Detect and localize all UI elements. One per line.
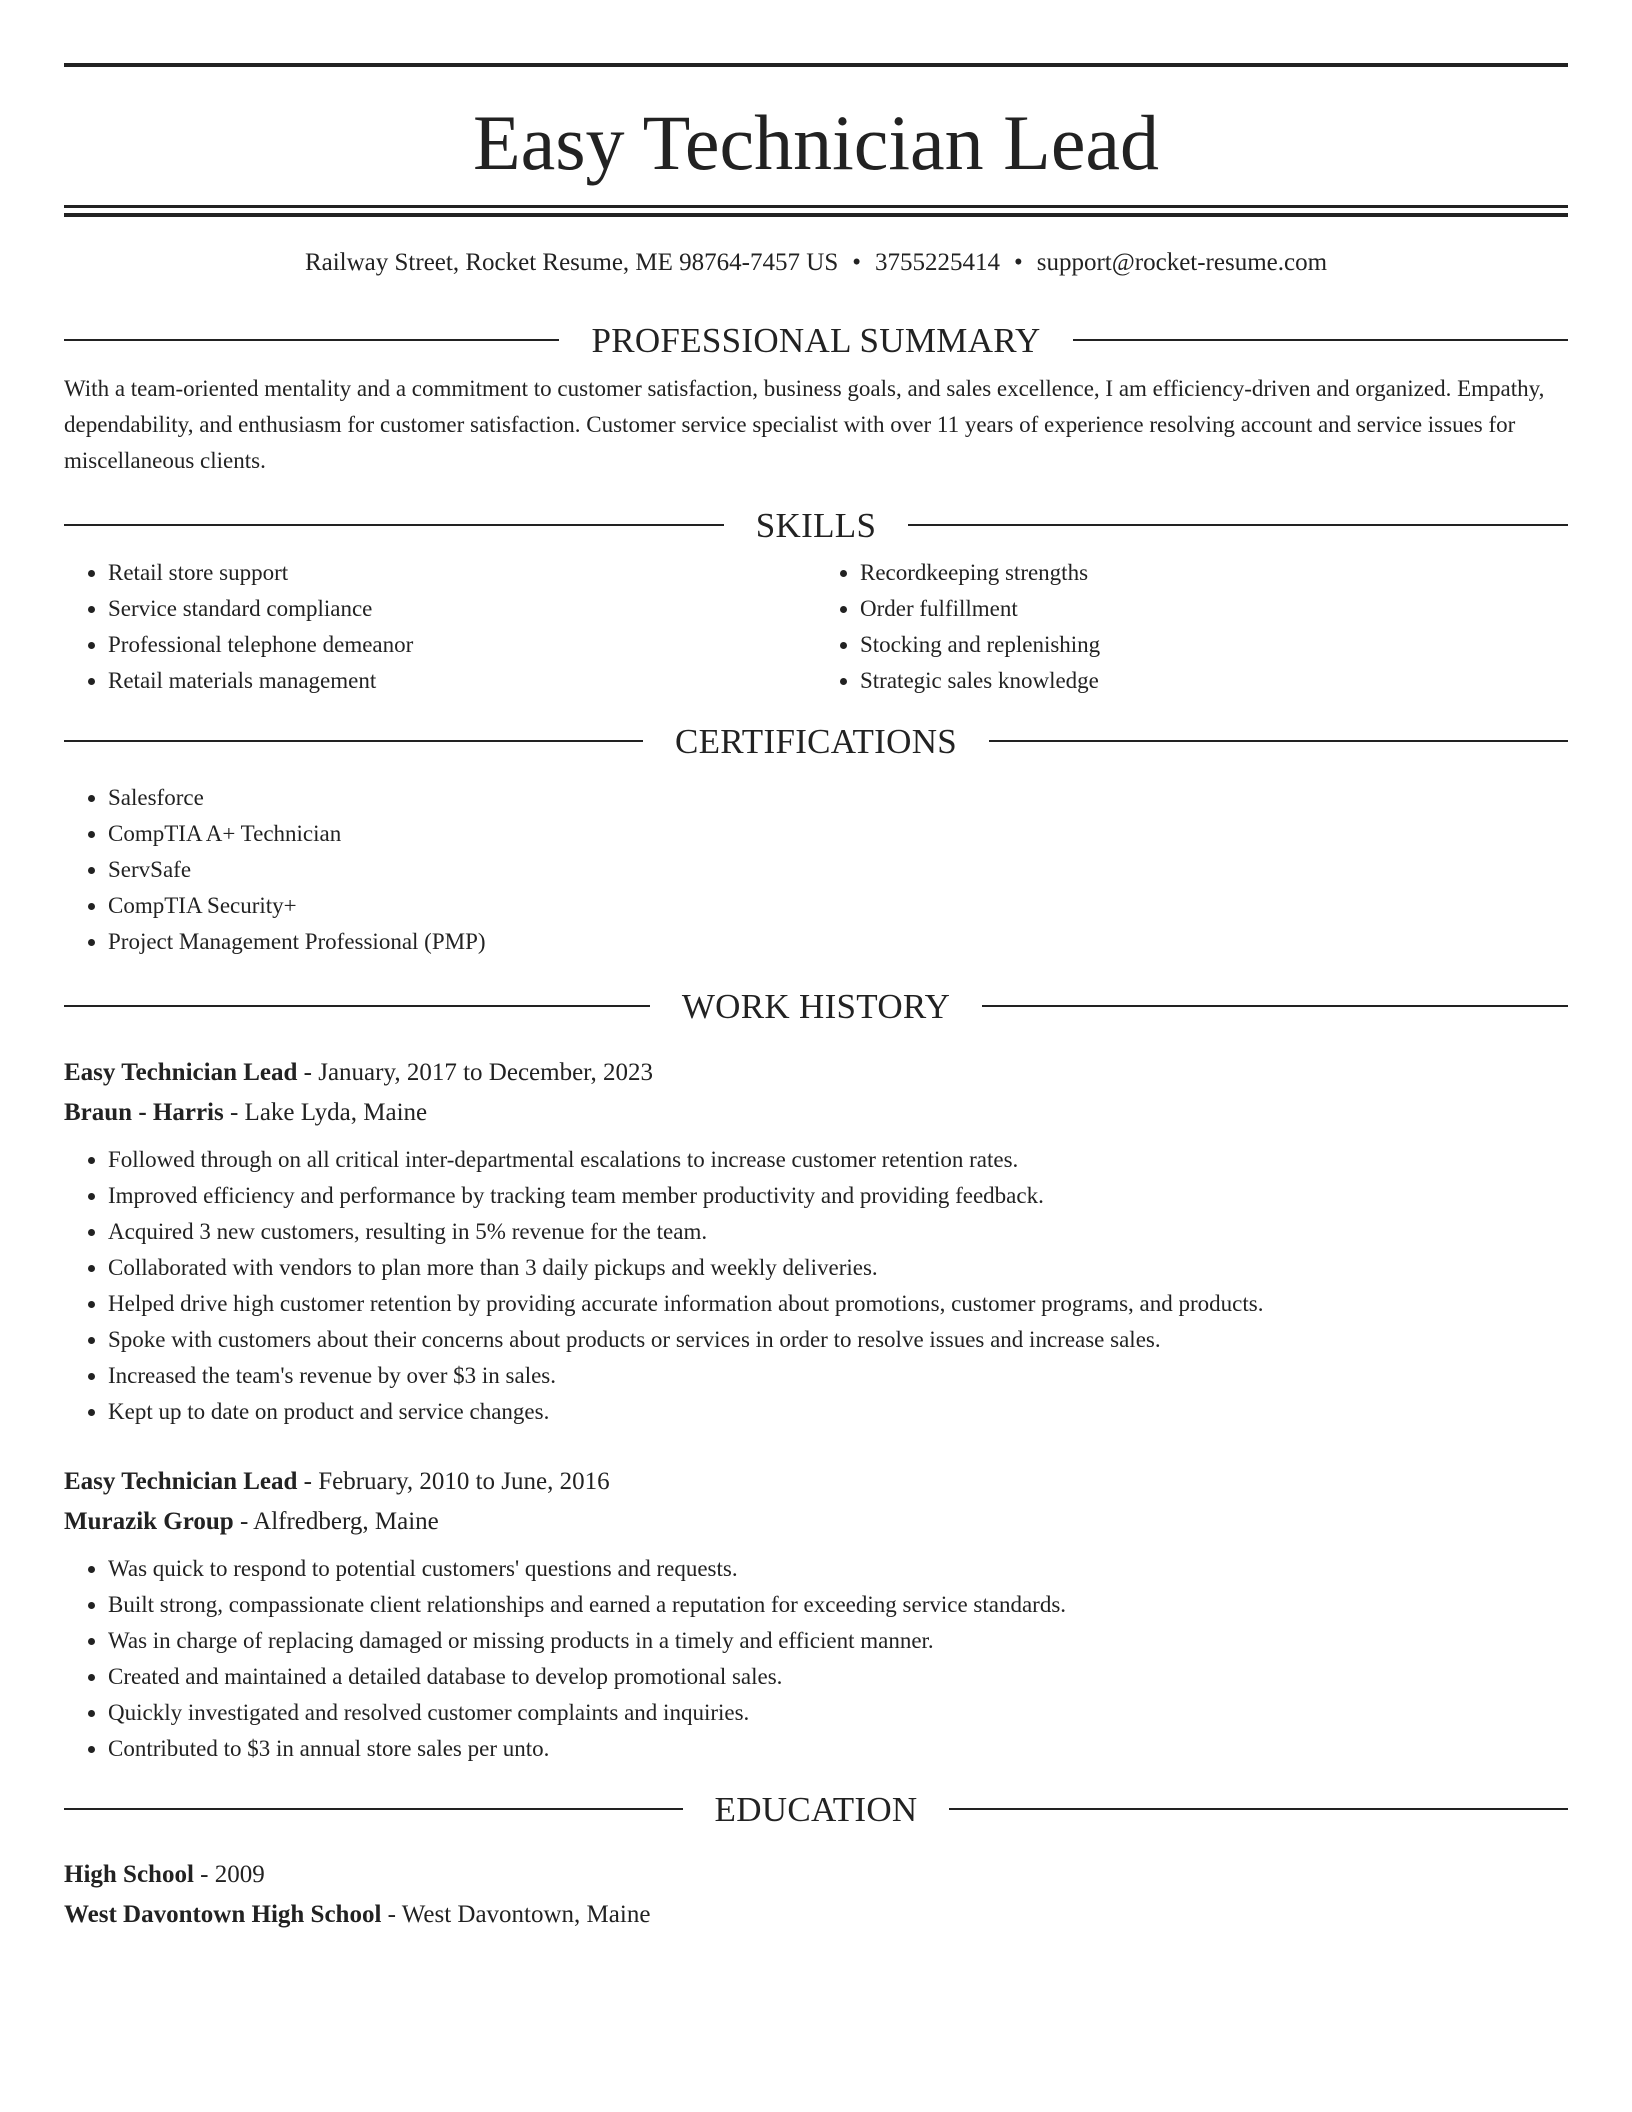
- job-location: - Lake Lyda, Maine: [223, 1099, 428, 1126]
- job-title: Easy Technician Lead: [64, 1468, 298, 1495]
- list-item: • Quickly investigated and resolved customer complaints and inquiries.: [108, 1695, 1568, 1731]
- list-item: • CompTIA A+ Technician: [108, 816, 1568, 852]
- contact-separator: •: [852, 249, 861, 276]
- list-item: • CompTIA Security+: [108, 888, 1568, 924]
- job-company-line: [64, 1093, 1568, 1133]
- education-school-line: [64, 1895, 1568, 1935]
- summary-heading: [64, 320, 1568, 360]
- list-item: • Salesforce: [108, 780, 1568, 816]
- contact-address: Railway Street, Rocket Resume, ME 98764-7457 US: [304, 249, 839, 276]
- heading-rule-right: [989, 740, 1568, 742]
- section-title: EDUCATION: [714, 1789, 918, 1829]
- education-degree: High School: [64, 1861, 194, 1888]
- list-item: • Improved efficiency and performance by tracking team member productivity and providing feedback.: [108, 1178, 1568, 1214]
- list-item: • Order fulfillment: [860, 591, 1568, 627]
- top-rule: [64, 63, 1568, 67]
- list-item: • Project Management Professional (PMP): [108, 924, 1568, 960]
- list-item: • Recordkeeping strengths: [860, 555, 1568, 591]
- list-item: • Service standard compliance: [108, 591, 816, 627]
- list-item: • Stocking and replenishing: [860, 627, 1568, 663]
- heading-rule-left: [64, 1808, 683, 1810]
- contact-line: [64, 250, 1568, 275]
- heading-rule-left: [64, 1005, 650, 1007]
- job-dates: - February, 2010 to June, 2016: [297, 1468, 610, 1495]
- job-title: Easy Technician Lead: [64, 1059, 298, 1086]
- double-rule: [64, 205, 1568, 217]
- heading-rule-left: [64, 339, 559, 341]
- job-title-line: [64, 1053, 1568, 1093]
- list-item: • Contributed to $3 in annual store sales per unto.: [108, 1731, 1568, 1767]
- job-title-line: [64, 1462, 1568, 1502]
- resume-page: [64, 0, 1568, 1935]
- job-company: Braun - Harris: [64, 1099, 224, 1126]
- skills-right-column: [816, 555, 1568, 699]
- list-item: • Created and maintained a detailed database to develop promotional sales.: [108, 1659, 1568, 1695]
- section-title: WORK HISTORY: [681, 986, 951, 1026]
- heading-rule-right: [908, 524, 1568, 526]
- list-item: • Was in charge of replacing damaged or missing products in a timely and efficient manner.: [108, 1623, 1568, 1659]
- list-item: • Built strong, compassionate client relationships and earned a reputation for exceeding service standards.: [108, 1587, 1568, 1623]
- list-item: • Acquired 3 new customers, resulting in 5% revenue for the team.: [108, 1214, 1568, 1250]
- heading-rule-right: [1073, 339, 1568, 341]
- list-item: • Was quick to respond to potential customers' questions and requests.: [108, 1551, 1568, 1587]
- certifications-heading: [64, 721, 1568, 761]
- heading-rule-right: [982, 1005, 1568, 1007]
- education-location: - West Davontown, Maine: [381, 1901, 651, 1928]
- list-item: • Helped drive high customer retention by providing accurate information about promotions, customer programs, and products.: [108, 1286, 1568, 1322]
- summary-text: With a team-oriented mentality and a commitment to customer satisfaction, business goals, and sales excellence, I am efficiency-driven and organized. Empathy, dependability, and enthusiasm for customer satisfaction. Customer service specialist with over 11 years of experience resolving account and service issues for miscellaneous clients.: [64, 376, 1545, 473]
- contact-separator: •: [1013, 249, 1023, 276]
- list-item: • Collaborated with vendors to plan more than 3 daily pickups and weekly deliveries.: [108, 1250, 1568, 1286]
- list-item: • ServSafe: [108, 852, 1568, 888]
- list-item: • Increased the team's revenue by over $3 in sales.: [108, 1358, 1568, 1394]
- job-location: - Alfredberg, Maine: [233, 1508, 439, 1535]
- heading-rule-left: [64, 524, 724, 526]
- job-company-line: [64, 1502, 1568, 1542]
- section-title: CERTIFICATIONS: [674, 721, 958, 761]
- job-entry: [64, 1462, 1568, 1767]
- heading-rule-left: [64, 740, 643, 742]
- list-item: • Retail store support: [108, 555, 816, 591]
- heading-rule-right: [949, 1808, 1568, 1810]
- list-item: • Retail materials management: [108, 663, 816, 699]
- skills-left-column: [64, 555, 816, 699]
- job-bullets: [64, 1142, 1568, 1430]
- list-item: • Professional telephone demeanor: [108, 627, 816, 663]
- list-item: • Strategic sales knowledge: [860, 663, 1568, 699]
- list-item: • Spoke with customers about their concerns about products or services in order to resolve issues and increase sales.: [108, 1322, 1568, 1358]
- contact-email: support@rocket-resume.com: [1036, 249, 1328, 276]
- candidate-name: Easy Technician Lead: [472, 99, 1160, 186]
- education-degree-line: [64, 1855, 1568, 1895]
- list-item: • Followed through on all critical inter-departmental escalations to increase customer retention rates.: [108, 1142, 1568, 1178]
- education-school: West Davontown High School: [64, 1901, 382, 1928]
- skills-list: [64, 555, 1568, 699]
- section-title: PROFESSIONAL SUMMARY: [591, 320, 1041, 360]
- education-heading: [64, 1789, 1568, 1829]
- job-entry: [64, 1053, 1568, 1430]
- job-company: Murazik Group: [64, 1508, 234, 1535]
- section-title: SKILLS: [755, 505, 877, 545]
- job-bullets: [64, 1551, 1568, 1767]
- contact-phone: 3755225414: [874, 249, 1000, 276]
- job-dates: - January, 2017 to December, 2023: [297, 1059, 654, 1086]
- list-item: • Kept up to date on product and service changes.: [108, 1394, 1568, 1430]
- education-year: - 2009: [193, 1861, 265, 1888]
- work-history-heading: [64, 986, 1568, 1026]
- skills-heading: [64, 505, 1568, 545]
- education-entry: [64, 1855, 1568, 1935]
- certifications-list: [64, 780, 1568, 960]
